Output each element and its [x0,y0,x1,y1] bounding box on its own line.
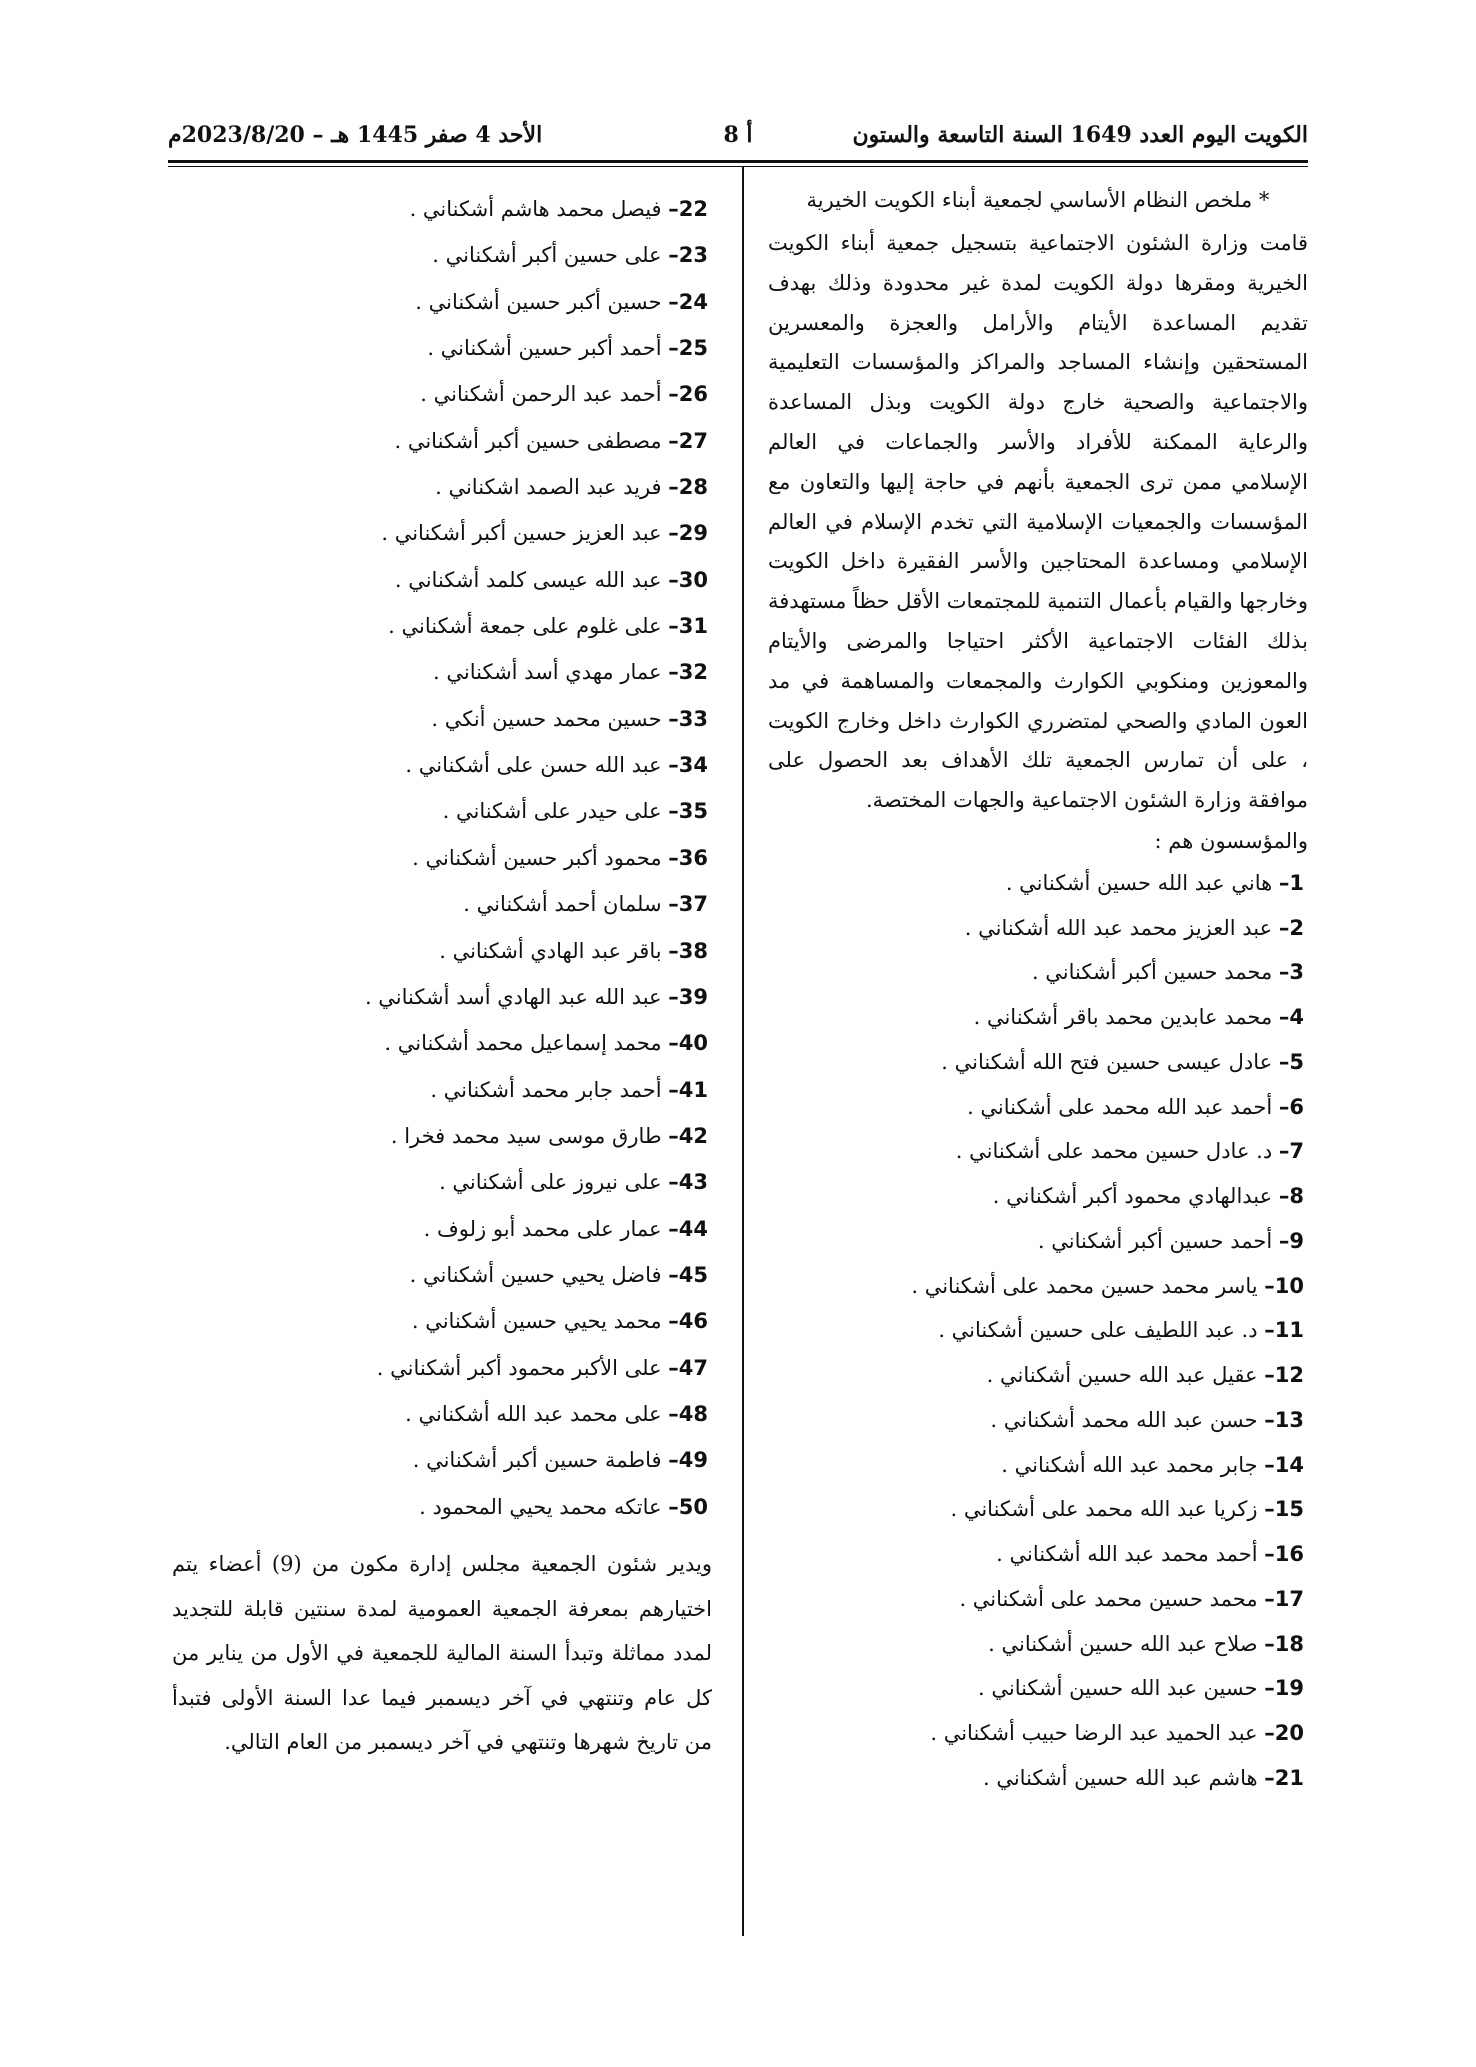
founder-number: 13– [1264,1407,1304,1432]
founder-item [172,1159,712,1205]
founder-name: أحمد جابر محمد أشكناني . [430,1077,662,1102]
founder-name: على نيروز على أشكناني . [439,1170,662,1195]
founder-number: 1– [1278,870,1304,895]
founder-item [768,1756,1308,1801]
founder-number: 33– [668,706,708,731]
founder-name: حسين محمد حسين أنكي . [431,706,662,731]
founder-item [768,1353,1308,1398]
founder-number: 20– [1264,1721,1304,1746]
founder-item [172,1067,712,1113]
founder-name: حسن عبد الله محمد أشكناني . [990,1407,1258,1432]
founder-item [768,1577,1308,1622]
page-number: أ 8 [723,122,753,148]
founder-number: 44– [668,1216,708,1241]
founder-name: أحمد حسين أكبر أشكناني . [1037,1228,1273,1253]
founder-item [172,1345,712,1391]
founder-number: 10– [1264,1273,1304,1298]
closing-paragraph: ويدير شئون الجمعية مجلس إدارة مكون من (9) أعضاء يتم اختيارهم بمعرفة الجمعية العمومية لمدة سنتين قابلة للتجديد لمدد مماثلة وتبدأ السنة المالية للجمعية في الأول من يناير من كل عام وتنتهي في آخر ديسمبر فيما عدا السنة الأولى فتبدأ من تاريخ شهرها وتنتهي في آخر ديسمبر من العام التالي. [172,1551,712,1755]
issue-date: الأحد 4 صفر 1445 هـ – 2023/8/20م [168,122,543,148]
founder-item [768,1443,1308,1488]
page-header [168,118,1308,160]
founder-number: 32– [668,660,708,685]
founder-item [768,1487,1308,1532]
founder-item [172,1206,712,1252]
founder-number: 42– [668,1123,708,1148]
founder-name: طارق موسى سيد محمد فخرا . [390,1123,662,1148]
founder-item [768,861,1308,906]
founder-name: جابر محمد عبد الله أشكناني . [1001,1452,1258,1477]
founder-item [172,325,712,371]
article-body: قامت وزارة الشئون الاجتماعية بتسجيل جمعية أبناء الكويت الخيرية ومقرها دولة الكويت لمدة غير محدودة وذلك بهدف تقديم المساعدة الأيتام والأرامل والعجزة والمعسرين المستحقين وإنشاء المساجد والمراكز والمؤسسات التعليمية والاجتماعية والصحية خارج دولة الكويت وبذل المساعدة والرعاية الممكنة للأفراد والأسر والجماعات في العالم الإسلامي ممن ترى الجمعية بأنهم في حاجة إليها والتعاون مع المؤسسات والجمعيات الإسلامية التي تخدم الإسلام في العالم الإسلامي ومساعدة المحتاجين والأسر الفقيرة داخل الكويت وخارجها والقيام بأعمال التنمية للمجتمعات الأقل حظاً مستهدفة بذلك الفئات الاجتماعية الأكثر احتياجا والمرضى والأيتام والمعوزين ومنكوبي الكوارث والمجمعات والمساهمة في مد العون المادي والصحي لمتضرري الكوارث داخل وخارج الكويت ، على أن تمارس الجمعية تلك الأهداف بعد الحصول على موافقة وزارة الشئون الاجتماعية والجهات المختصة. [768,231,1308,813]
founder-name: محمد حسين أكبر أشكناني . [1031,960,1273,985]
founder-number: 45– [668,1262,708,1287]
founder-item [172,1113,712,1159]
founder-name: سلمان أحمد أشكناني . [463,892,662,917]
founder-number: 27– [668,428,708,453]
founder-number: 43– [668,1170,708,1195]
founder-name: فاطمة حسين أكبر أشكناني . [412,1448,662,1473]
founder-number: 8– [1278,1184,1304,1209]
founder-item [768,1398,1308,1443]
founder-item [172,1437,712,1483]
founder-number: 15– [1264,1497,1304,1522]
founder-item [768,1308,1308,1353]
founder-name: عبد الحميد عبد الرضا حبيب أشكناني . [930,1721,1258,1746]
founder-number: 28– [668,475,708,500]
founder-item [172,371,712,417]
founder-name: ياسر محمد حسين محمد على أشكناني . [911,1273,1258,1298]
founder-name: محمد حسين محمد على أشكناني . [959,1586,1258,1611]
founder-item [172,696,712,742]
founder-name: عبد العزيز حسين أكبر أشكناني . [381,521,662,546]
founder-number: 31– [668,614,708,639]
founders-list-part2 [172,186,712,1530]
founder-item [172,788,712,834]
founder-number: 25– [668,336,708,361]
founder-number: 39– [668,984,708,1009]
founder-item [172,510,712,556]
founders-list-part1 [768,861,1308,1801]
founder-number: 17– [1264,1586,1304,1611]
founder-number: 9– [1278,1228,1304,1253]
founder-number: 40– [668,1031,708,1056]
founder-number: 41– [668,1077,708,1102]
founder-name: عبد العزيز محمد عبد الله أشكناني . [964,915,1273,940]
founder-item [172,742,712,788]
founder-name: عبد الله عبد الهادي أسد أشكناني . [364,984,662,1009]
founder-number: 7– [1278,1139,1304,1164]
founder-number: 16– [1264,1542,1304,1567]
founder-name: محمد يحيي حسين أشكناني . [411,1309,662,1334]
founder-item [172,928,712,974]
founder-item [768,1666,1308,1711]
founder-number: 35– [668,799,708,824]
founder-item [172,1391,712,1437]
founder-number: 21– [1264,1765,1304,1790]
founder-number: 22– [668,197,708,221]
founder-item [172,974,712,1020]
founder-number: 36– [668,845,708,870]
article-title: * ملخص النظام الأساسي لجمعية أبناء الكويت الخيرية [806,188,1270,212]
founder-item [768,1040,1308,1085]
founder-item [172,279,712,325]
founder-item [768,1174,1308,1219]
founder-name: فاضل يحيي حسين أشكناني . [409,1262,662,1287]
founder-item [768,995,1308,1040]
founder-number: 37– [668,892,708,917]
founder-name: د. عادل حسين محمد على أشكناني . [955,1139,1273,1164]
founder-number: 24– [668,289,708,314]
founder-number: 12– [1264,1363,1304,1388]
founder-item [172,1484,712,1530]
founder-name: فريد عبد الصمد اشكناني . [435,475,662,500]
founder-name: عقيل عبد الله حسين أشكناني . [986,1363,1258,1388]
founder-number: 6– [1278,1094,1304,1119]
founder-item [172,649,712,695]
founder-item [172,1020,712,1066]
founder-number: 3– [1278,960,1304,985]
founder-number: 19– [1264,1676,1304,1701]
column-divider [742,166,744,1936]
founder-name: عاتكه محمد يحيي المحمود . [419,1494,662,1519]
founder-name: أحمد أكبر حسين أشكناني . [427,336,662,361]
founders-label: والمؤسسون هم : [1154,828,1308,853]
founder-item [768,950,1308,995]
founder-name: على حسين أكبر أشكناني . [432,243,662,268]
founder-name: عمار مهدي أسد أشكناني . [433,660,662,685]
founder-number: 48– [668,1401,708,1426]
header-rule-thin [168,166,1308,167]
founder-number: 47– [668,1355,708,1380]
founder-name: على الأكبر محمود أكبر أشكناني . [376,1355,662,1380]
founder-number: 4– [1278,1005,1304,1030]
founder-number: 46– [668,1309,708,1334]
founder-name: أحمد عبد الرحمن أشكناني . [420,382,662,407]
founder-name: مصطفى حسين أكبر أشكناني . [394,428,662,453]
founder-number: 49– [668,1448,708,1473]
founder-name: على غلوم على جمعة أشكناني . [388,614,662,639]
founder-item [172,557,712,603]
founder-number: 30– [668,567,708,592]
founder-number: 38– [668,938,708,963]
founder-name: عادل عيسى حسين فتح الله أشكناني . [941,1049,1273,1074]
founder-item [172,1252,712,1298]
founder-item [768,906,1308,951]
left-column [172,186,712,1765]
founder-item [768,1622,1308,1667]
founder-name: أحمد محمد عبد الله أشكناني . [996,1542,1258,1567]
founder-name: فيصل محمد هاشم أشكناني . [409,197,662,221]
founder-number: 50– [668,1494,708,1519]
founder-name: صلاح عبد الله حسين أشكناني . [988,1631,1258,1656]
founder-name: على حيدر على أشكناني . [442,799,662,824]
founder-name: عبد الله حسن على أشكناني . [405,753,662,778]
founder-number: 11– [1264,1318,1304,1343]
header-rule [168,160,1308,163]
founder-item [172,464,712,510]
founder-item [172,186,712,232]
founder-name: د. عبد اللطيف على حسين أشكناني . [938,1318,1258,1343]
founder-item [768,1129,1308,1174]
issue-info: الكويت اليوم العدد 1649 السنة التاسعة والستون [852,122,1308,148]
founder-item [172,603,712,649]
founder-item [768,1264,1308,1309]
founder-name: محمود أكبر حسين أشكناني . [412,845,662,870]
founder-name: محمد عابدين محمد باقر أشكناني . [973,1005,1273,1030]
founder-number: 5– [1278,1049,1304,1074]
founder-name: عمار على محمد أبو زلوف . [423,1216,662,1241]
founder-item [172,232,712,278]
founder-name: زكريا عبد الله محمد على أشكناني . [950,1497,1258,1522]
founder-name: محمد إسماعيل محمد أشكناني . [384,1031,662,1056]
founder-item [172,881,712,927]
founder-name: حسين أكبر حسين أشكناني . [415,289,662,314]
founder-number: 23– [668,243,708,268]
founder-name: حسين عبد الله حسين أشكناني . [978,1676,1258,1701]
founder-name: عبد الله عيسى كلمد أشكناني . [394,567,662,592]
founder-number: 14– [1264,1452,1304,1477]
founder-item [172,835,712,881]
founder-name: عبدالهادي محمود أكبر أشكناني . [992,1184,1273,1209]
founder-number: 26– [668,382,708,407]
founder-item [172,1298,712,1344]
founder-number: 34– [668,753,708,778]
founder-item [768,1085,1308,1130]
founder-item [768,1711,1308,1756]
founder-name: هاشم عبد الله حسين أشكناني . [982,1765,1258,1790]
founder-name: هاني عبد الله حسين أشكناني . [1005,870,1273,895]
founder-name: باقر عبد الهادي أشكناني . [439,938,662,963]
founder-name: على محمد عبد الله أشكناني . [405,1401,662,1426]
founder-item [768,1532,1308,1577]
founder-item [172,418,712,464]
founder-item [768,1219,1308,1264]
founder-number: 18– [1264,1631,1304,1656]
founder-number: 2– [1278,915,1304,940]
founder-number: 29– [668,521,708,546]
founder-name: أحمد عبد الله محمد على أشكناني . [967,1094,1273,1119]
right-column [768,186,1308,1801]
